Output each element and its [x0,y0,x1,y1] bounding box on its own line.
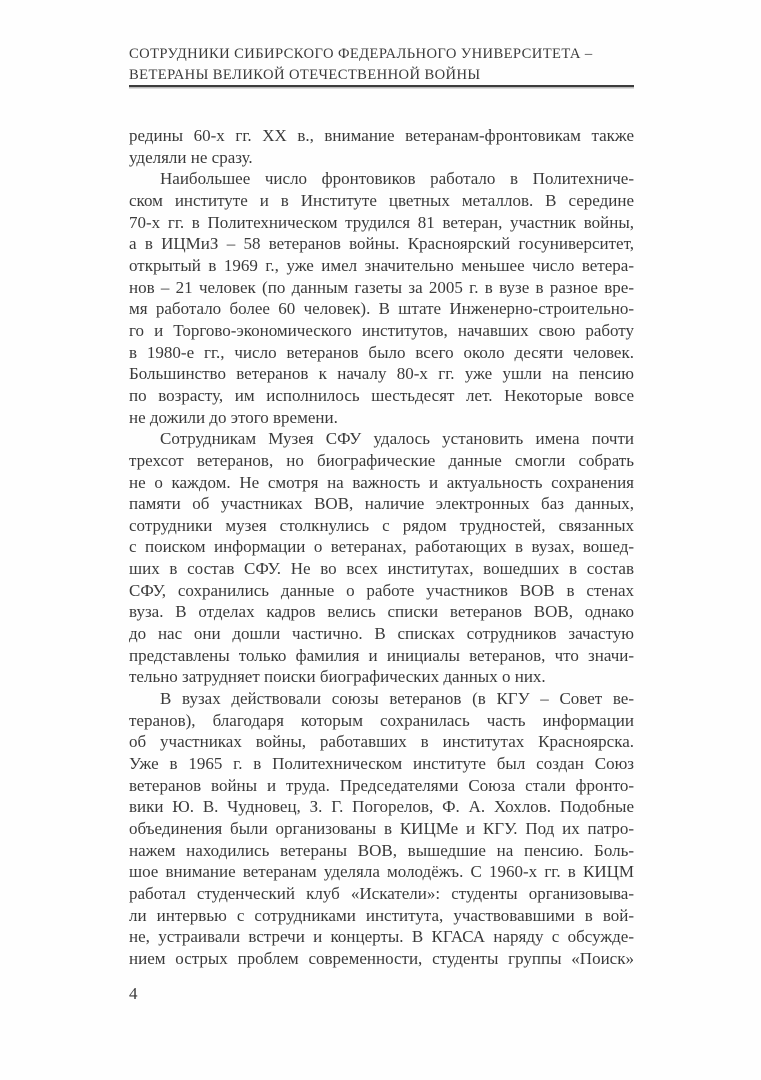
text-line: не, устраивали встречи и концерты. В КГАСА наряду с обсужде- [129,927,634,947]
text-line: а в ИЦМиЗ – 58 ветеранов войны. Красноярский госуниверситет, [129,234,634,254]
paragraph [129,688,634,970]
text-line: мя работало более 60 человек). В штате Инженерно-строительно- [129,299,634,319]
text-line: В вузах действовали союзы ветеранов (в КГУ – Совет ве- [160,689,634,709]
text-line: объединения были организованы в КИЦМе и КГУ. Под их патро- [129,819,634,838]
text-line: об участниках войны, работавших в институтах Красноярска. [129,732,634,752]
text-line: в 1980-е гг., число ветеранов было всего около десяти человек. [129,342,634,362]
text-line: сотрудники музея столкнулись с рядом трудностей, связанных [129,515,634,535]
page-number: 4 [129,984,138,1003]
text-body [129,125,634,970]
text-line: тельно затрудняет поиски биографических данных о них. [129,667,546,687]
text-line: 70-х гг. в Политехническом трудился 81 ветеран, участник войны, [129,212,634,232]
text-line: открытый в 1969 г., уже имел значительно меньшее число ветера- [129,255,634,275]
text-line: нием острых проблем современности, студенты группы «Поиск» [129,948,634,968]
text-line: работал студенческий клуб «Искатели»: студенты организовыва- [129,883,634,903]
text-line: не дожили до этого времени. [129,407,338,427]
running-header [129,44,634,86]
text-line: памяти об участниках ВОВ, наличие электронных баз данных, [129,494,634,514]
text-line: ли интервью с сотрудниками института, участвовавшими в вой- [129,905,634,925]
text-line: ском институте и в Институте цветных металлов. В середине [129,190,634,210]
text-line: СФУ, сохранились данные о работе участников ВОВ в стенах [129,580,634,600]
header-line-2: ВЕТЕРАНЫ ВЕЛИКОЙ ОТЕЧЕСТВЕННОЙ ВОЙНЫ [129,67,481,83]
paragraph [129,428,634,688]
paragraph [129,125,634,168]
text-line: Наибольшее число фронтовиков работало в Политехниче- [160,169,634,189]
text-line: вуза. В отделах кадров велись списки ветеранов ВОВ, однако [129,602,634,622]
paragraph [129,168,634,428]
text-line: шое внимание ветеранам уделяла молодёжъ. С 1960-х гг. в КИЦМ [129,862,634,882]
text-line: по возрасту, им исполнилось шестьдесят лет. Некоторые вовсе [129,385,634,405]
text-line: теранов), благодаря которым сохранилась часть информации [129,710,634,730]
text-line: до нас они дошли частично. В списках сотрудников зачастую [129,624,634,644]
text-line: нов – 21 человек (по данным газеты за 2005 г. в вузе в разное вре- [129,277,634,297]
text-line: вики Ю. В. Чудновец, З. Г. Погорелов, Ф. А. Хохлов. Подобные [129,797,634,817]
header-line-1: СОТРУДНИКИ СИБИРСКОГО ФЕДЕРАЛЬНОГО УНИВЕРСИТЕТА – [129,46,593,62]
text-line: го и Торгово-экономического институтов, начавших свою работу [129,320,634,340]
text-line: Большинство ветеранов к началу 80-х гг. уже ушли на пенсию [129,364,634,384]
text-line: трехсот ветеранов, но биографические данные смогли собрать [129,450,634,470]
text-line: не о каждом. Не смотря на важность и актуальность сохранения [129,472,634,492]
text-line: Уже в 1965 г. в Политехническом институте был создан Союз [129,754,634,774]
text-line: редины 60-х гг. XX в., внимание ветеранам-фронтовикам также [129,126,634,145]
text-line: уделяли не сразу. [129,147,253,167]
text-line: ших в состав СФУ. Не во всех институтах, вошедших в состав [129,559,634,579]
text-line: ветеранов войны и труда. Председателями Союза стали фронто- [129,775,634,795]
text-line: представлены только фамилия и инициалы ветеранов, что значи- [129,645,634,665]
text-line: с поиском информации о ветеранах, работающих в вузах, вошед- [129,537,634,557]
text-line: нажем находились ветераны ВОВ, вышедшие на пенсию. Боль- [129,840,634,860]
text-line: Сотрудникам Музея СФУ удалось установить имена почти [160,429,634,449]
header-rule [129,85,634,87]
